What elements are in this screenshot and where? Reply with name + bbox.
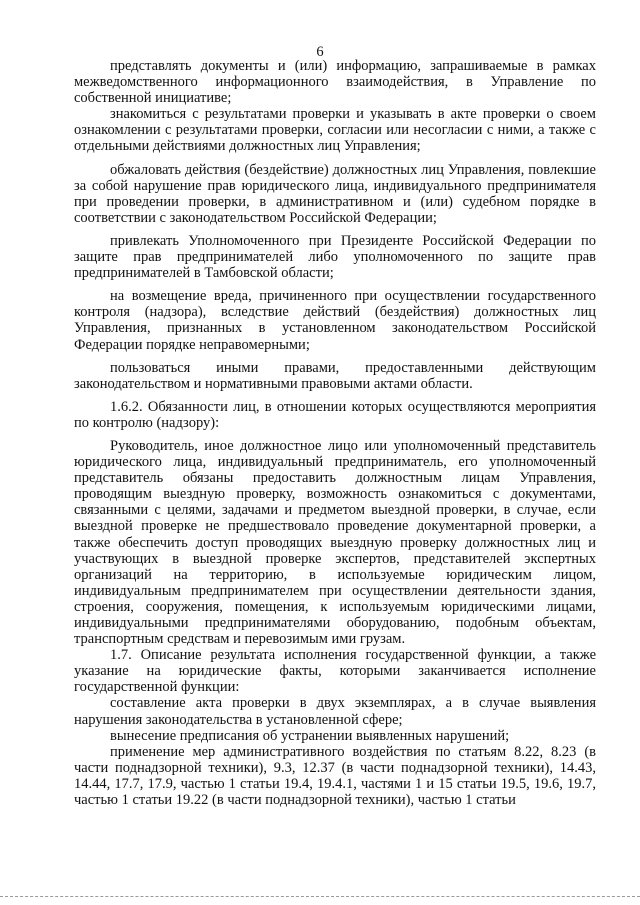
paragraph: пользоваться иными правами, предоставленными действующим законодательством и нормативными правовыми актами области.	[74, 359, 596, 392]
paragraph: знакомиться с результатами проверки и указывать в акте проверки о своем ознакомлении с результатами проверки, согласии или несогласии с ними, а также с отдельными действиями должностных лиц Управления;	[74, 106, 596, 155]
paragraph: привлекать Уполномоченного при Президенте Российской Федерации по защите прав предпринимателей либо уполномоченного по защите прав предпринимателей в Тамбовской области;	[74, 232, 596, 282]
paragraph: на возмещение вреда, причиненного при осуществлении государственного контроля (надзора), вследствие действий (бездействия) должностных лиц Управления, признанных в установленном законодательством Российской Федерации порядке неправомерными;	[74, 288, 596, 353]
paragraph: составление акта проверки в двух экземплярах, а в случае выявления нарушения законодательства в установленной сфере;	[74, 695, 596, 728]
paragraph: Руководитель, иное должностное лицо или уполномоченный представитель юридического лица, индивидуальный предприниматель, его уполномоченный представитель обязаны предоставить должностным лицам Управления, проводящим выездную проверку, возможность ознакомиться с документами, связанными с целями, задачами и предметом выездной проверки, в случае, если выездной проверке не предшествовало проведение документарной проверки, а также обеспечить доступ проводящих выездную проверку должностных лиц и участвующих в выездной проверке экспертов, представителей экспертных организаций на территорию, в используемые юридическим лицом, индивидуальным предпринимателем при осуществлении деятельности здания, строения, сооружения, помещения, к используемым юридическими лицами, индивидуальными предпринимателями оборудованию, подобным объектам, транспортным средствам и перевозимым ими грузам.	[74, 437, 596, 648]
document-body	[74, 58, 596, 808]
paragraph: обжаловать действия (бездействие) должностных лиц Управления, повлекшие за собой нарушение прав юридического лица, индивидуального предпринимателя при проведении проверки, в административном и (или) судебном порядке в соответствии с законодательством Российской Федерации;	[74, 161, 596, 226]
section-heading: 1.7. Описание результата исполнения государственной функции, а также указание на юридические факты, которыми заканчивается исполнение государственной функции:	[74, 647, 596, 696]
paragraph: представлять документы и (или) информацию, запрашиваемые в рамках межведомственного информационного взаимодействия, в Управление по собственной инициативе;	[74, 58, 596, 107]
page-number: 6	[316, 44, 324, 60]
scan-edge-line	[0, 896, 640, 897]
section-heading: 1.6.2. Обязанности лиц, в отношении которых осуществляются мероприятия по контролю (надзору):	[74, 398, 596, 431]
paragraph: применение мер административного воздействия по статьям 8.22, 8.23 (в части поднадзорной техники), 9.3, 12.37 (в части поднадзорной техники), 14.43, 14.44, 17.7, 17.9, частью 1 статьи 19.4, 19.4.1, частями 1 и 15 статьи 19.5, 19.6, 19.7, частью 1 статьи 19.22 (в части поднадзорной техники), частью 1 статьи	[74, 743, 596, 809]
paragraph: вынесение предписания об устранении выявленных нарушений;	[110, 727, 510, 744]
